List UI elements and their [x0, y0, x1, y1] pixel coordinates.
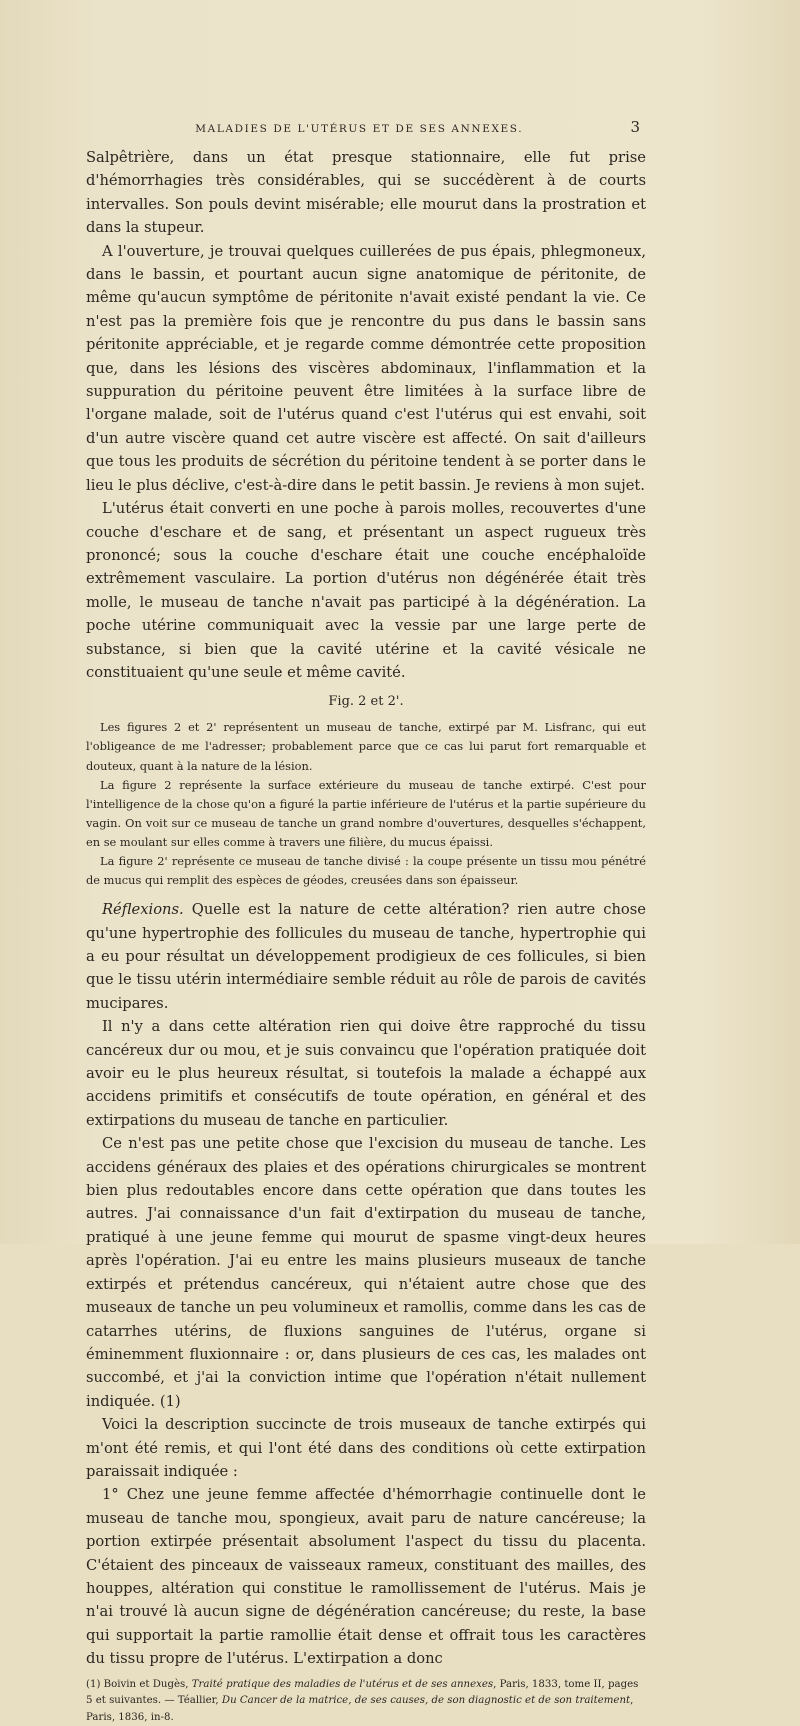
paragraph: Salpêtrière, dans un état presque stationnaire, elle fut prise d'hémorrhagies très considérables, qui se succédèrent à de courts intervalles. Son pouls devint misérable; elle mourut dans la prostration et dans la stupeur. — [86, 149, 646, 237]
footnote-title: Traité pratique des maladies de l'utérus et de ses annexes — [191, 1678, 494, 1690]
paragraph: L'utérus était converti en une poche à parois molles, recouvertes d'une couche d'eschare et de sang, et présentant un aspect rugueux très prononcé; sous la couche d'eschare était une couche encéphaloïde extrêmement vasculaire. La portion d'utérus non dégénérée était très molle, le museau de tanche n'avait pas participé à la dégénération. La poche utérine communiquait avec la vessie par une large perte de substance, si bien que la cavité utérine et la cavité vésicale ne constituaient qu'une seule et même cavité. — [86, 500, 646, 681]
footnote-publication: , Paris, 1833, tome II, pages 5 et suivantes. — Téallier, — [86, 1678, 639, 1707]
footnote-publication: , Paris, 1836, in-8. — [86, 1695, 634, 1723]
page-number: 3 — [630, 118, 640, 136]
reflexions-paragraph — [86, 898, 646, 1015]
body-text — [86, 146, 646, 1726]
paragraph: Il n'y a dans cette altération rien qui doive être rapproché du tissu cancéreux dur ou mou, et je suis convaincu que l'opération pratiquée doit avoir eu le plus heureux résultat, si toutefois la malade a échappé aux accidens primitifs et consécutifs de toute opération, en général et des extirpations du museau de tanche en particulier. — [86, 1018, 646, 1129]
figure-description: La figure 2 représente la surface extérieure du museau de tanche extirpé. C'est pour l'intelligence de la chose qu'on a figuré la partie inférieure de l'utérus et la partie supérieure du vagin. On voit sur ce museau de tanche un grand nombre d'ouvertures, desquelles s'échappent, en se moulant sur elles comme à travers une filière, du mucus épaissi. — [86, 777, 646, 849]
running-title: MALADIES DE L'UTÉRUS ET DE SES ANNEXES. — [195, 123, 524, 135]
paragraph: A l'ouverture, je trouvai quelques cuillerées de pus épais, phlegmoneux, dans le bassin, et pourtant aucun signe anatomique de péritonite, de même qu'aucun symptôme de péritonite n'avait existé pendant la vie. Ce n'est pas la première fois que je rencontre du pus dans le bassin sans péritonite appréciable, et je regarde comme démontrée cette proposition que, dans les lésions des viscères abdominaux, l'inflammation et la suppuration du péritoine peuvent être limitées à la surface libre de l'organe malade, soit de l'utérus quand c'est l'utérus qui est envahi, soit d'un autre viscère quand cet autre viscère est affecté. On sait d'ailleurs que tous les produits de sécrétion du péritoine tendent à se porter dans le lieu le plus déclive, c'est-à-dire dans le petit bassin. Je reviens à mon sujet. — [86, 242, 646, 494]
footnote-marker: (1) Boivin et Dugès, — [86, 1678, 192, 1690]
reflexions-text: Quelle est la nature de cette altération? rien autre chose qu'une hypertrophie des follicules du museau de tanche, hypertrophie qui a eu pour résultat un développement prodigieux de ces follicules, si bien que le tissu utérin intermédiaire semble réduit au rôle de parois de cavités mucipares. — [86, 901, 646, 1012]
figure-description: Les figures 2 et 2' représentent un museau de tanche, extirpé par M. Lisfranc, qui eut l'obligeance de me l'adresser; probablement parce que ce cas lui parut fort remarquable et douteux, quant à la nature de la lésion. — [86, 720, 646, 773]
reflexions-lead: Réflexions. — [102, 901, 184, 919]
paragraph: Voici la description succincte de trois museaux de tanche extirpés qui m'ont été remis, et qui l'ont été dans des conditions où cette extirpation paraissait indiquée : — [86, 1416, 646, 1480]
footnote-title: Du Cancer de la matrice, de ses causes, de son diagnostic et de son traitement — [221, 1695, 631, 1707]
page-header — [88, 118, 640, 136]
paragraph: 1° Chez une jeune femme affectée d'hémorrhagie continuelle dont le museau de tanche mou, spongieux, avait paru de nature cancéreuse; la portion extirpée présentait absolument l'aspect du tissu du placenta. C'étaient des pinceaux de vaisseaux rameux, constituant des mailles, des houppes, altération qui constitue le ramollissement de l'utérus. Mais je n'ai trouvé là aucun signe de dégénération cancéreuse; du reste, la base qui supportait la partie ramollie était dense et offrait tous les caractères du tissu propre de l'utérus. L'extirpation a donc — [86, 1486, 646, 1668]
footnote — [86, 1677, 646, 1726]
figure-caption-title: Fig. 2 et 2'. — [328, 694, 404, 710]
figure-description: La figure 2' représente ce museau de tanche divisé : la coupe présente un tissu mou pénétré de mucus qui remplit des espèces de géodes, creusées dans son épaisseur. — [86, 854, 646, 888]
paragraph: Ce n'est pas une petite chose que l'excision du museau de tanche. Les accidens généraux des plaies et des opérations chirurgicales se montrent bien plus redoutables encore dans cette opération que dans toutes les autres. J'ai connaissance d'un fait d'extirpation du museau de tanche, pratiqué à une jeune femme qui mourut de spasme vingt-deux heures après l'opération. J'ai eu entre les mains plusieurs museaux de tanche extirpés et prétendus cancéreux, qui n'étaient autre chose que des museaux de tanche un peu volumineux et ramollis, comme dans les cas de catarrhes utérins, de fluxions sanguines de l'utérus, organe si éminemment fluxionnaire : or, dans plusieurs de ces cas, les malades ont succombé, et j'ai la conviction intime que l'opération n'était nullement indiquée. (1) — [86, 1135, 646, 1410]
